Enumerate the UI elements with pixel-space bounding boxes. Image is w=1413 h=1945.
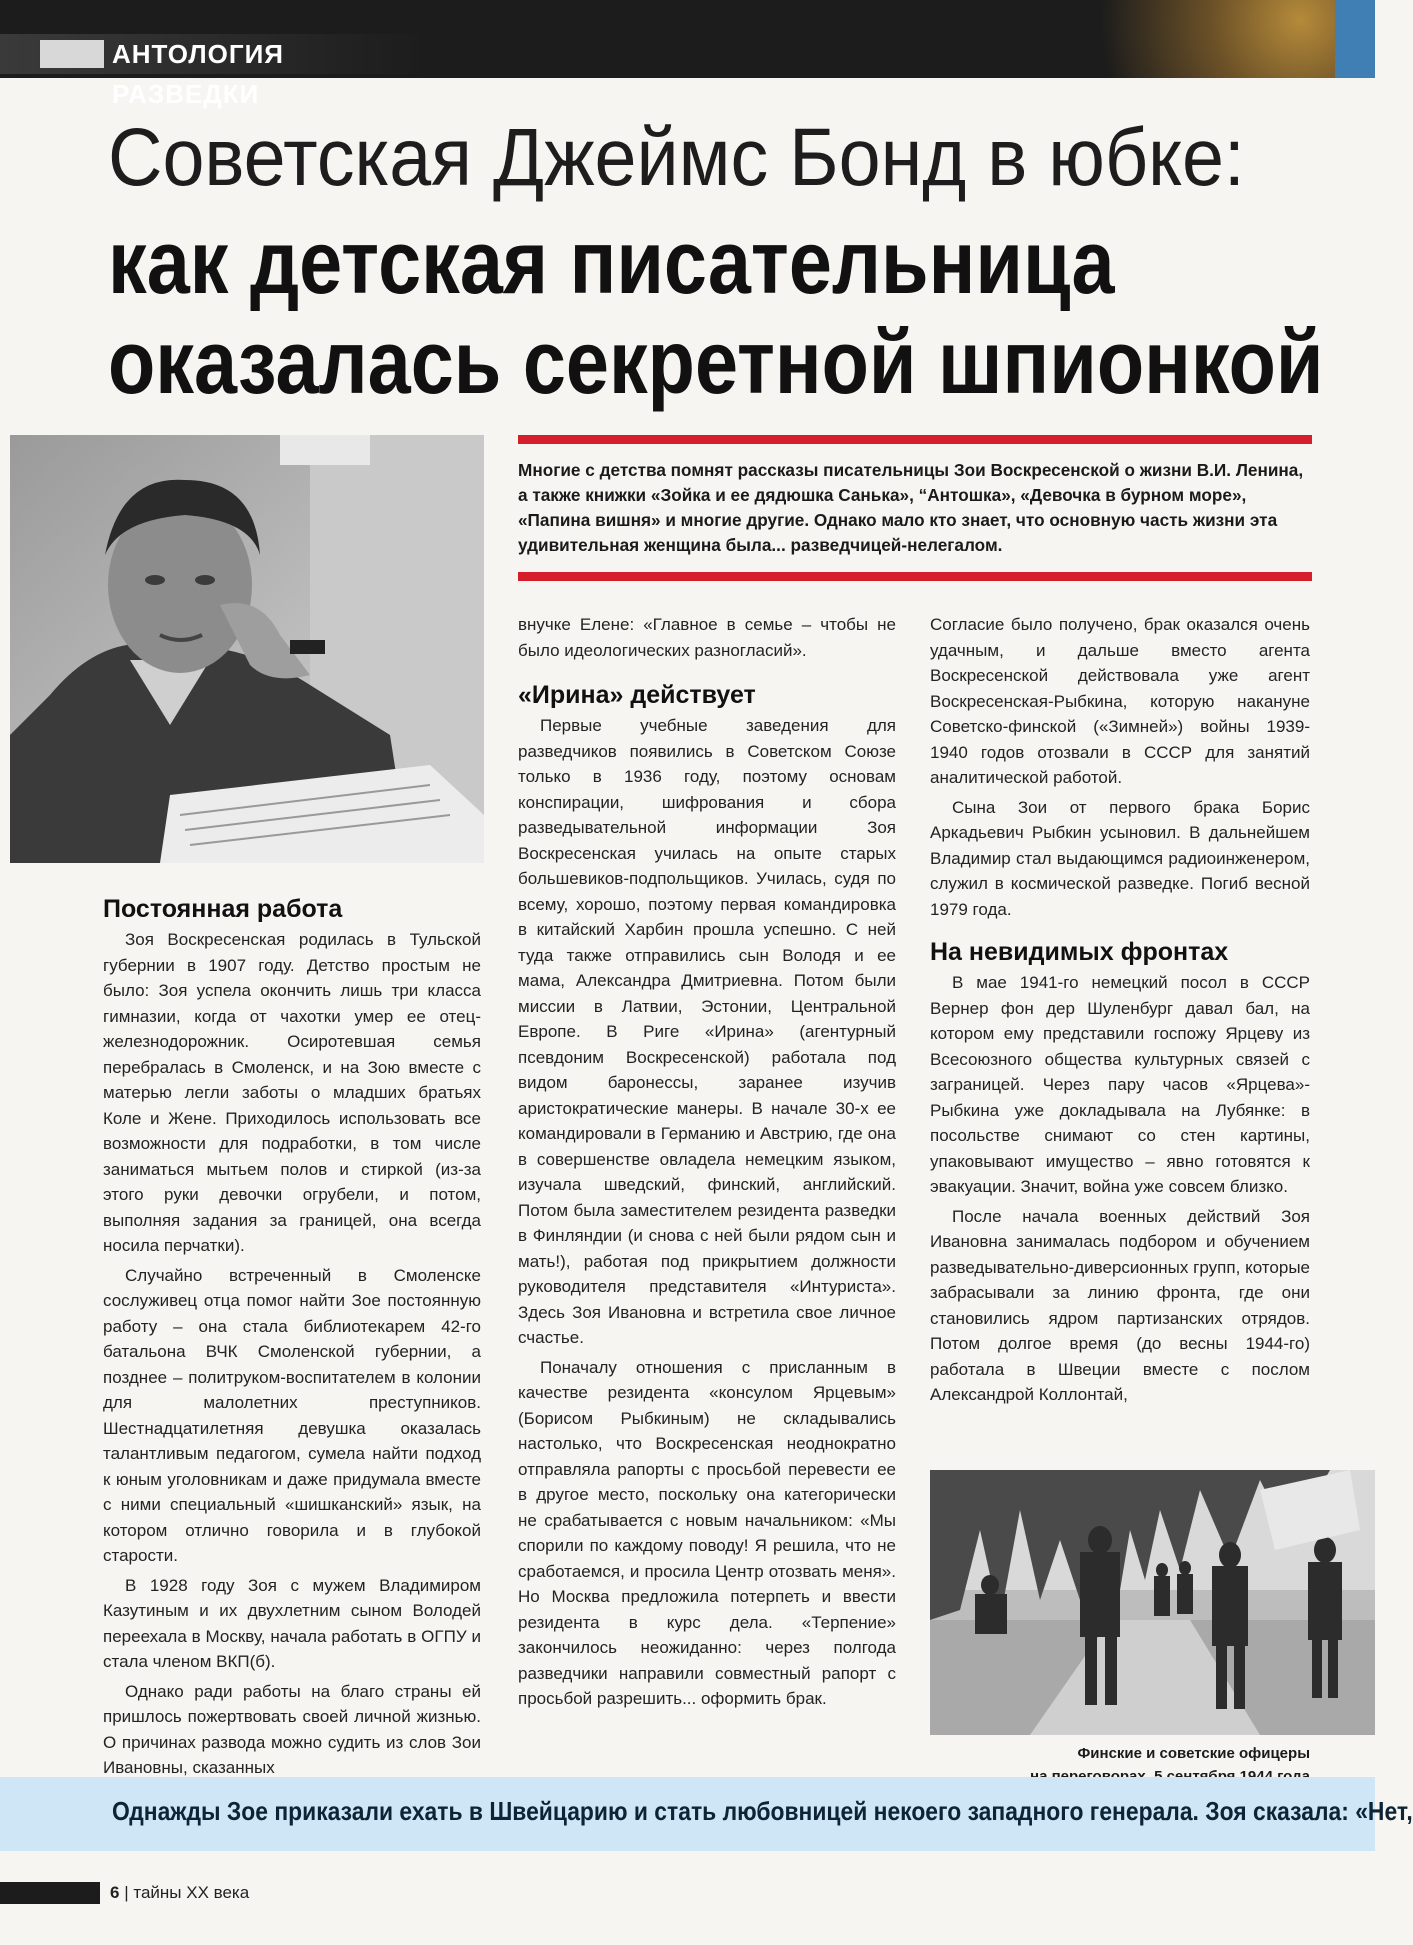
article-title-line-2: как детская писательница [108,213,1115,313]
col1-paragraph-4: Однако ради работы на благо страны ей пришлось пожертвовать своей личной жизнью. О причинах развода можно судить из слов Зои Ивановны, сказанных [103,1681,481,1777]
col1-paragraph-2: Случайно встреченный в Смоленске сослуживец отца помог найти Зое постоянную работу – она стала библиотекарем 42-го батальона ВЧК Смоленской губернии, а позднее – политруком-воспитателем в колонии для малолетних преступников. Шестнадцатилетняя девушка оказалась талантливым педагогом, сумела найти подход к юным уголовникам и даже придумала вместе с ними специальный «шишканский» язык, на котором отлично говорила и в глубокой старости. [103,1265,481,1565]
footer-bar [0,1882,100,1904]
pull-quote-text: Однажды Зое приказали ехать в Швейцарию и стать любовницей некоего западного генерала. Зоя сказала: «Нет, [112,1796,1413,1826]
col3-paragraph-0: Согласие было получено, брак оказался очень удачным, и дальше вместо агента Воскресенской действовала уже агент Воскресенская-Рыбкина, которую накануне Советско-финской («Зимней») войны 1939-1940 годов отозвали в СССР для занятий аналитической работой. [930,615,1310,787]
section-header-band [0,0,1375,109]
article-title-line-1: Советская Джеймс Бонд в юбке: [108,112,1245,203]
column-2 [518,612,896,1716]
header-color-tile [1335,0,1375,78]
col3-paragraph-1: Сына Зои от первого брака Борис Аркадьевич Рыбкин усыновил. В дальнейшем Владимир стал выдающимся радиоинженером, служил в космической разведке. Погиб весной 1979 года. [930,797,1310,919]
section-heading-irina: «Ирина» действует [518,681,756,709]
officers-photo [930,1470,1375,1735]
section-label: АНТОЛОГИЯ РАЗВЕДКИ [0,34,430,74]
magazine-name: тайны XX века [133,1883,250,1902]
col3-paragraph-2: В мае 1941-го немецкий посол в СССР Вернер фон дер Шуленбург давал бал, на котором ему представили госпожу Ярцеву из Всесоюзного общества культурных связей с заграницей. Через пару часов «Ярцева»-Рыбкина уже докладывала на Лубянке: в посольстве снимают со стен картины, упаковывают имущество – явно готовятся к эвакуации. Значит, война уже совсем близко. [930,973,1310,1196]
col3-paragraph-3: После начала военных действий Зоя Ивановна занималась подбором и обучением разведывательно-диверсионных групп, которые забрасывали за линию фронта, где они становились ядром партизанских отрядов. Потом долгое время (до весны 1944-го) работала в Швеции вместе с послом Александрой Коллонтай, [930,1206,1310,1404]
page-footer [110,1882,249,1904]
col2-paragraph-2: Поначалу отношения с присланным в качестве резидента «консулом Ярцевым» (Борисом Рыбкиным) не складывались настолько, что Воскресенская неоднократно отправляла рапорты с просьбой перевести ее в другое место, поскольку она категорически не срабатывается с новым начальником: «Мы спорили по каждому поводу! Я решила, что не сработаемся, и просила Центр отозвать меня». Но Москва предложила потерпеть и ввести резидента в курс дела. «Терпение» закончилось неожиданно: через полгода разведчики направили совместный рапорт с просьбой разрешить... оформить брак. [518,1357,896,1708]
lead-paragraph [518,458,1312,558]
section-heading-invisible-fronts: На невидимых фронтах [930,938,1229,966]
portrait-photo [10,435,484,863]
footer-separator: | [124,1883,129,1902]
pull-quote-band [0,1777,1413,1851]
header-decorative-image [420,0,1375,78]
col1-paragraph-3: В 1928 году Зоя с мужем Владимиром Казутиным и их двухлетним сыном Володей переехала в Москву, начала работать в ОГПУ и стала членом ВКП(б). [103,1575,481,1671]
photo-caption-line-1: Финские и советские офицеры [1077,1745,1310,1762]
column-3 [930,612,1310,1412]
lead-text: Многие с детства помнят рассказы писательницы Зои Воскресенской о жизни В.И. Ленина, а также книжки «Зойка и ее дядюшка Санька», “Антошка», «Девочка в бурном море», «Папина вишня» и многие другие. Однако мало кто знает, что основную часть жизни эта удивительная женщина была... разведчицей-нелегалом. [518,460,1304,555]
page-number: 6 [110,1883,120,1902]
section-heading-permanent-job: Постоянная работа [103,895,343,923]
col1-paragraph-1: Зоя Воскресенская родилась в Тульской губернии в 1907 году. Детство простым не было: Зоя успела окончить лишь три класса гимназии, когда от чахотки умер ее отец-железнодорожник. Осиротевшая семья перебралась в Смоленск, и на Зою вместе с матерью легли заботы о младших братьях Коле и Жене. Приходилось использовать все возможности для подработки, в том числе заниматься мытьем полов и стиркой (из-за этого руки девочки огрубели, и потом, выполняя задания за границей, она всегда носила перчатки). [103,930,481,1255]
column-1 [103,893,481,1785]
col2-paragraph-0: внучке Елене: «Главное в семье – чтобы не было идеологических разногласий». [518,615,896,660]
article-title-line-3: оказалась секретной шпионкой [108,313,1324,413]
lead-bottom-rule [518,572,1312,581]
col2-paragraph-1: Первые учебные заведения для разведчиков появились в Советском Союзе только в 1936 году, поэтому основам конспирации, шифрования и сбора разведывательной информации Зоя Воскресенская училась на опыте старых большевиков-подпольщиков. Училась, судя по всему, хорошо, поэтому первая командировка в китайский Харбин прошла успешно. С ней туда также отправились сын Володя и ее мама, Александра Дмитриевна. Потом были миссии в Латвии, Эстонии, Центральной Европе. В Риге «Ирина» (агентурный псевдоним Воскресенской) работала под видом баронессы, заранее изучив аристократические манеры. В начале 30-х ее командировали в Германию и Австрию, где она в совершенстве овладела немецким языком, изучала шведский, финский, английский. Потом была заместителем резидента разведки в Финляндии (и снова с ней были рядом сын и мать!), работая под прикрытием должности руководителя представителя «Интуриста». Здесь Зоя Ивановна и встретила свое личное счастье. [518,716,896,1347]
lead-top-rule [518,435,1312,444]
